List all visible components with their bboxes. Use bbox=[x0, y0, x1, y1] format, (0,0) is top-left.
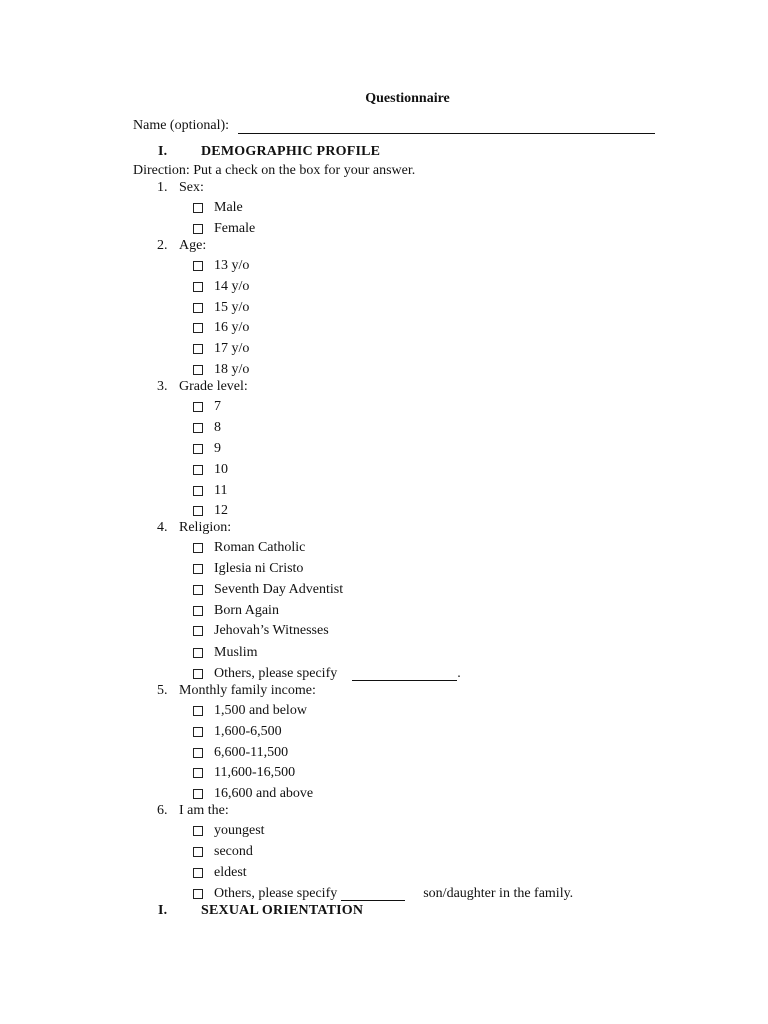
option-label: 12 bbox=[214, 503, 228, 518]
checkbox[interactable] bbox=[193, 585, 203, 595]
option-age-17[interactable] bbox=[193, 341, 249, 357]
option-age-14[interactable] bbox=[193, 279, 249, 295]
question-label: Grade level: bbox=[179, 379, 248, 394]
option-grade-9[interactable] bbox=[193, 441, 221, 457]
question-number: 5. bbox=[157, 683, 168, 698]
option-label: 18 y/o bbox=[214, 362, 250, 377]
option-label: 7 bbox=[214, 399, 221, 414]
option-grade-7[interactable] bbox=[193, 399, 221, 415]
question-label: Monthly family income: bbox=[179, 683, 316, 698]
option-income-1500-below[interactable] bbox=[193, 703, 307, 719]
option-label: 10 bbox=[214, 462, 228, 477]
question-label: Age: bbox=[179, 238, 207, 253]
checkbox[interactable] bbox=[193, 826, 203, 836]
option-jehovahs-witnesses[interactable] bbox=[193, 623, 329, 639]
question-monthly-income bbox=[157, 683, 316, 699]
option-grade-8[interactable] bbox=[193, 420, 221, 436]
section-demographic-heading bbox=[158, 144, 380, 160]
checkbox[interactable] bbox=[193, 506, 203, 516]
option-label: 8 bbox=[214, 420, 221, 435]
option-label: Muslim bbox=[214, 645, 258, 660]
option-seventh-day-adventist[interactable] bbox=[193, 582, 343, 598]
option-label: Born Again bbox=[214, 603, 279, 618]
option-label: 16,600 and above bbox=[214, 786, 314, 801]
question-label: I am the: bbox=[179, 803, 229, 818]
section-numeral: I. bbox=[158, 903, 168, 918]
option-grade-10[interactable] bbox=[193, 462, 228, 478]
option-label: 6,600-11,500 bbox=[214, 745, 289, 760]
checkbox[interactable] bbox=[193, 261, 203, 271]
question-label: Sex: bbox=[179, 180, 204, 195]
checkbox[interactable] bbox=[193, 344, 203, 354]
option-youngest[interactable] bbox=[193, 823, 265, 839]
question-birth-order bbox=[157, 803, 229, 819]
option-label: Iglesia ni Cristo bbox=[214, 561, 304, 576]
religion-specify-blank[interactable] bbox=[352, 667, 457, 681]
option-income-11600-16500[interactable] bbox=[193, 765, 295, 781]
option-label: youngest bbox=[214, 823, 265, 838]
checkbox[interactable] bbox=[193, 768, 203, 778]
option-label: Jehovah’s Witnesses bbox=[214, 623, 329, 638]
question-number: 6. bbox=[157, 803, 168, 818]
option-label: Others, please specify bbox=[214, 886, 338, 901]
section-sexual-orientation-heading bbox=[158, 903, 363, 919]
name-input-line[interactable] bbox=[238, 119, 655, 134]
checkbox[interactable] bbox=[193, 224, 203, 234]
name-label: Name (optional): bbox=[133, 118, 230, 133]
option-birth-order-others[interactable] bbox=[193, 886, 573, 902]
question-number: 2. bbox=[157, 238, 168, 253]
checkbox[interactable] bbox=[193, 789, 203, 799]
option-label: 13 y/o bbox=[214, 258, 250, 273]
option-grade-12[interactable] bbox=[193, 503, 228, 519]
checkbox[interactable] bbox=[193, 444, 203, 454]
checkbox[interactable] bbox=[193, 303, 203, 313]
option-age-16[interactable] bbox=[193, 320, 249, 336]
option-label: 1,500 and below bbox=[214, 703, 307, 718]
checkbox[interactable] bbox=[193, 423, 203, 433]
option-label: Seventh Day Adventist bbox=[214, 582, 344, 597]
section-numeral: I. bbox=[158, 144, 168, 159]
option-label: 14 y/o bbox=[214, 279, 250, 294]
option-age-15[interactable] bbox=[193, 300, 249, 316]
option-iglesia-ni-cristo[interactable] bbox=[193, 561, 303, 577]
section-title: DEMOGRAPHIC PROFILE bbox=[201, 144, 381, 159]
question-age bbox=[157, 238, 206, 254]
option-label: 11,600-16,500 bbox=[214, 765, 296, 780]
option-religion-others[interactable] bbox=[193, 666, 461, 682]
option-age-18[interactable] bbox=[193, 362, 249, 378]
option-muslim[interactable] bbox=[193, 645, 258, 661]
option-label: 17 y/o bbox=[214, 341, 250, 356]
name-field-row bbox=[133, 118, 655, 134]
question-grade-level bbox=[157, 379, 248, 395]
question-number: 3. bbox=[157, 379, 168, 394]
checkbox[interactable] bbox=[193, 727, 203, 737]
option-age-13[interactable] bbox=[193, 258, 249, 274]
option-income-16600-above[interactable] bbox=[193, 786, 313, 802]
document-title: Questionnaire bbox=[365, 91, 450, 106]
checkbox[interactable] bbox=[193, 402, 203, 412]
checkbox[interactable] bbox=[193, 564, 203, 574]
checkbox[interactable] bbox=[193, 606, 203, 616]
checkbox[interactable] bbox=[193, 323, 203, 333]
checkbox[interactable] bbox=[193, 748, 203, 758]
question-label: Religion: bbox=[179, 520, 232, 535]
checkbox[interactable] bbox=[193, 669, 203, 679]
checkbox[interactable] bbox=[193, 868, 203, 878]
birth-order-specify-blank[interactable] bbox=[341, 887, 405, 901]
option-grade-11[interactable] bbox=[193, 483, 227, 499]
direction-text: Direction: Put a check on the box for your answer. bbox=[133, 163, 416, 178]
option-second[interactable] bbox=[193, 844, 253, 860]
option-income-6600-11500[interactable] bbox=[193, 745, 288, 761]
option-label: second bbox=[214, 844, 253, 859]
checkbox[interactable] bbox=[193, 465, 203, 475]
checkbox[interactable] bbox=[193, 203, 203, 213]
checkbox[interactable] bbox=[193, 847, 203, 857]
option-income-1600-6500[interactable] bbox=[193, 724, 282, 740]
option-male[interactable] bbox=[193, 200, 243, 216]
option-label: 16 y/o bbox=[214, 320, 250, 335]
option-label: 15 y/o bbox=[214, 300, 250, 315]
punctuation: . bbox=[457, 666, 461, 681]
checkbox[interactable] bbox=[193, 365, 203, 375]
checkbox[interactable] bbox=[193, 648, 203, 658]
question-sex bbox=[157, 180, 204, 196]
section-title: SEXUAL ORIENTATION bbox=[201, 903, 364, 918]
checkbox[interactable] bbox=[193, 282, 203, 292]
option-label: 11 bbox=[214, 483, 228, 498]
option-label: Female bbox=[214, 221, 256, 236]
option-label: 1,600-6,500 bbox=[214, 724, 282, 739]
checkbox[interactable] bbox=[193, 626, 203, 636]
option-label: eldest bbox=[214, 865, 247, 880]
checkbox[interactable] bbox=[193, 889, 203, 899]
checkbox[interactable] bbox=[193, 486, 203, 496]
option-female[interactable] bbox=[193, 221, 255, 237]
option-label: Male bbox=[214, 200, 243, 215]
option-suffix-text: son/daughter in the family. bbox=[423, 886, 574, 901]
option-label: 9 bbox=[214, 441, 221, 456]
question-number: 1. bbox=[157, 180, 168, 195]
option-eldest[interactable] bbox=[193, 865, 247, 881]
question-number: 4. bbox=[157, 520, 168, 535]
option-label: Roman Catholic bbox=[214, 540, 306, 555]
checkbox[interactable] bbox=[193, 706, 203, 716]
question-religion bbox=[157, 520, 231, 536]
checkbox[interactable] bbox=[193, 543, 203, 553]
option-roman-catholic[interactable] bbox=[193, 540, 305, 556]
option-label: Others, please specify bbox=[214, 666, 338, 681]
option-born-again[interactable] bbox=[193, 603, 279, 619]
